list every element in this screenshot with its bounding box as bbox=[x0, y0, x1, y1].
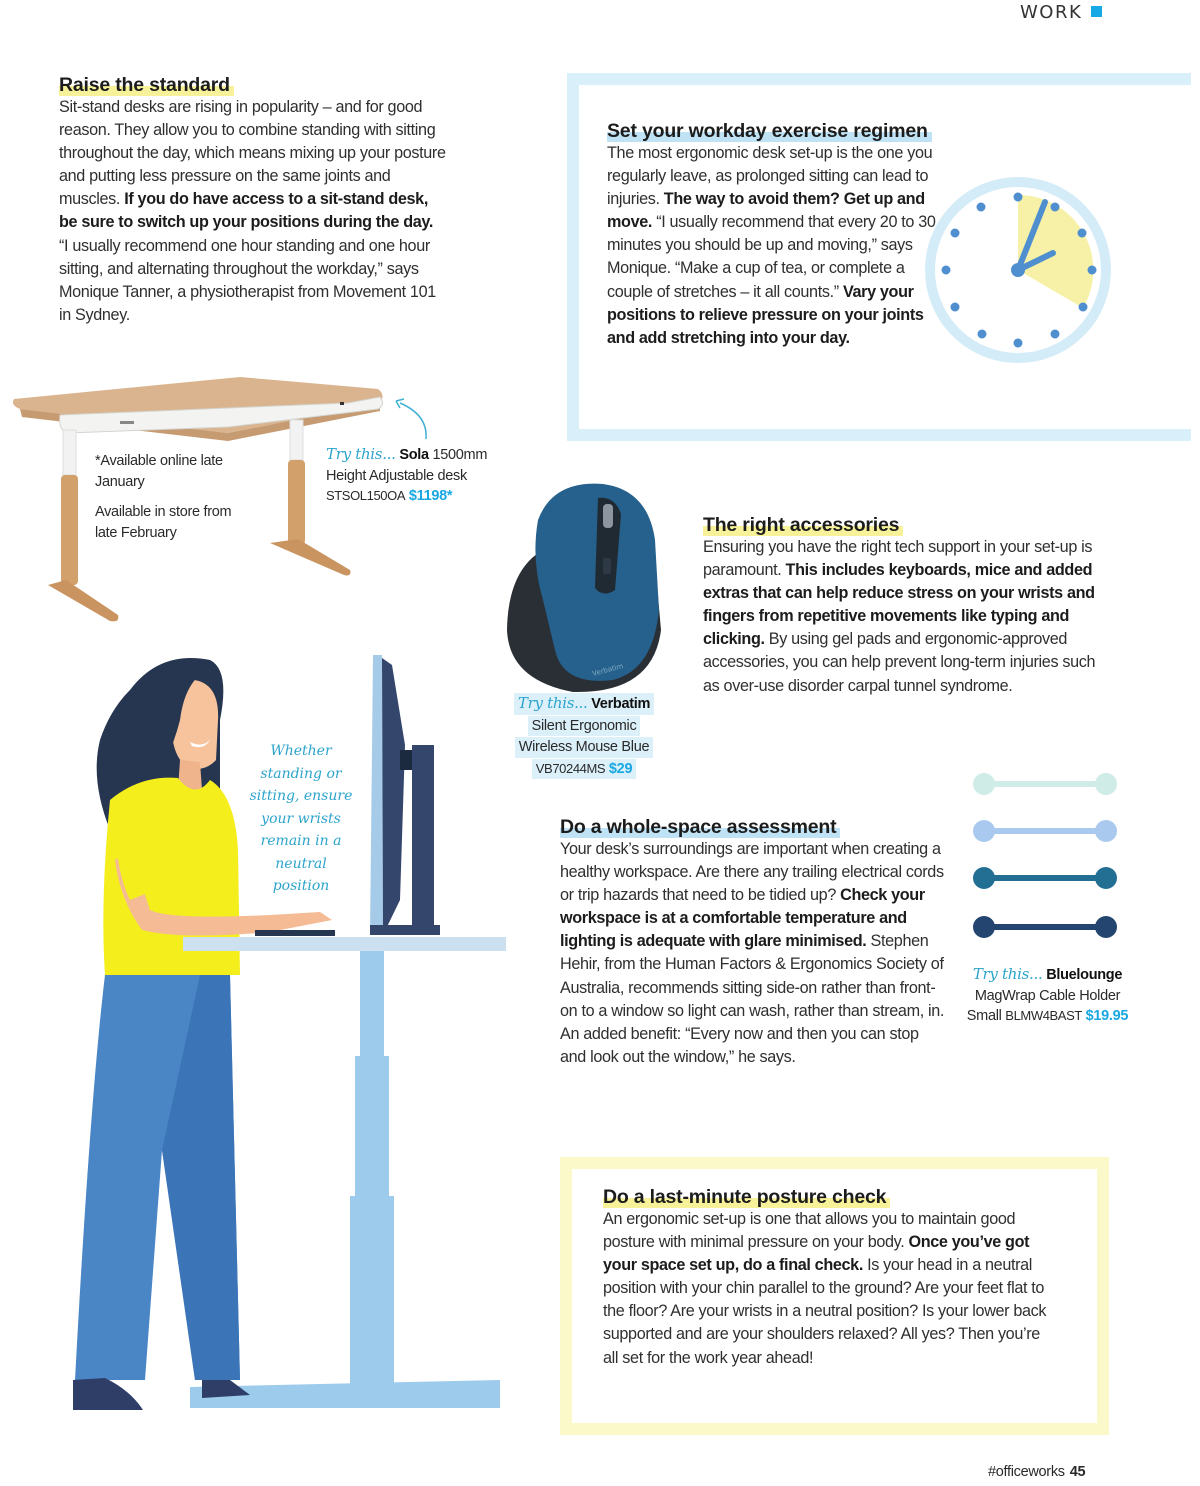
note-line: neutral position bbox=[272, 855, 330, 894]
body-text: “I usually recommend that every 20 to 30 minutes you should be up and moving,” says Monique. “Make a cup of tea, or complete a couple of stretches – it all counts.” bbox=[607, 213, 936, 301]
body-text: By using gel pads and ergonomic-approved accessories, you can help prevent long-term injuries such as over-use disorder carpal tunnel syndrome. bbox=[703, 630, 1096, 695]
try-this-label: Try this... bbox=[517, 694, 588, 712]
cable-holder-teal bbox=[973, 867, 1117, 889]
cable-holder-mint bbox=[973, 773, 1117, 795]
try-this-label: Try this... bbox=[972, 965, 1043, 983]
article-whole-space-assessment bbox=[560, 816, 945, 1069]
note-line: Whether bbox=[270, 743, 332, 759]
product-name-line3: Wireless Mouse Blue bbox=[515, 737, 654, 758]
note-line: standing or bbox=[260, 765, 342, 782]
product-brand: Verbatim bbox=[591, 696, 651, 712]
heading-raise-the-standard: Raise the standard bbox=[59, 74, 234, 96]
paragraph bbox=[607, 142, 937, 350]
article-posture-check bbox=[603, 1186, 1048, 1370]
product-code: STSOL150OA bbox=[326, 488, 406, 503]
cable-holder-navy bbox=[973, 916, 1117, 938]
paragraph bbox=[703, 536, 1103, 698]
body-text: Is your head in a neutral position with your chin parallel to the ground? Are your feet flat to the floor? Are your wrists in a neutral position? Is your lower back supported and are your shoulders relaxed? All yes? Then you’re all set for the work year ahead! bbox=[603, 1256, 1047, 1367]
body-text: Ensuring you have the right tech support in your set-up is paramount. bbox=[703, 538, 1093, 580]
cable-holder-product-image bbox=[970, 770, 1120, 940]
cable-holder-light-blue bbox=[973, 820, 1117, 842]
page-number: 45 bbox=[1069, 1464, 1086, 1480]
note-line: your wrists bbox=[261, 810, 341, 827]
heading-whole-space-assessment: Do a whole-space assessment bbox=[560, 816, 840, 838]
note-line: sitting, ensure bbox=[249, 788, 353, 804]
try-this-label: Try this... bbox=[326, 445, 396, 463]
heading-exercise-regimen: Set your workday exercise regimen bbox=[607, 120, 932, 142]
quote-paragraph: “I usually recommend one hour standing and one hour sitting, and alternating throughout the workday,” says Monique Tanner, a physiotherapist from Movement 101 in Sydney. bbox=[59, 236, 436, 324]
body-text-bold: The way to avoid them? Get up and move. bbox=[607, 190, 925, 232]
product-name: 1500mm bbox=[432, 447, 488, 463]
section-label: WORK bbox=[1020, 2, 1083, 23]
body-text: Your desk’s surroundings are important when creating a healthy workspace. Are there any trailing electrical cords or trip hazards that need to be tidied up? bbox=[560, 840, 944, 905]
product-brand: Bluelounge bbox=[1046, 967, 1123, 983]
product-price: $1198* bbox=[408, 488, 453, 504]
cable-product-caption bbox=[955, 964, 1140, 1027]
product-brand: Sola bbox=[399, 447, 429, 463]
product-name-line2: Height Adjustable desk bbox=[326, 467, 467, 484]
availability-store: Available in store from late February bbox=[95, 504, 232, 541]
body-text: The most ergonomic desk set-up is the one you regularly leave, as prolonged sitting can lead to injuries. bbox=[607, 144, 933, 209]
product-name-line2: Silent Ergonomic bbox=[528, 716, 641, 737]
svg-text:Verbatim: Verbatim bbox=[591, 662, 625, 678]
heading-posture-check: Do a last-minute posture check bbox=[603, 1186, 890, 1208]
arrow-icon bbox=[392, 395, 432, 445]
paragraph bbox=[603, 1208, 1048, 1370]
note-line: remain in a bbox=[260, 833, 342, 849]
product-price: $19.95 bbox=[1085, 1008, 1129, 1024]
article-exercise-regimen bbox=[607, 120, 967, 350]
availability-online: *Available online late January bbox=[95, 453, 223, 490]
body-text-bold: If you do have access to a sit-stand desk, be sure to switch up your positions during the day. bbox=[59, 190, 433, 232]
body-text-bold: This includes keyboards, mice and added extras that can help reduce stress on your wrists and fingers from repetitive movements like typing and clicking. bbox=[703, 561, 1095, 649]
body-text-bold: Once you’ve got your space set up, do a final check. bbox=[603, 1233, 1030, 1275]
body-text-bold: Check your workspace is at a comfortable temperature and lighting is adequate with glare minimised. bbox=[560, 886, 925, 951]
heading-right-accessories: The right accessories bbox=[703, 514, 903, 536]
body-text: An ergonomic set-up is one that allows you to maintain good posture with minimal pressure on your body. bbox=[603, 1210, 1016, 1252]
clock-icon bbox=[921, 175, 1115, 365]
product-code: BLMW4BAST bbox=[1005, 1008, 1082, 1023]
mouse-product-image bbox=[503, 480, 668, 695]
product-size: Small bbox=[966, 1008, 1002, 1024]
wrist-position-note bbox=[245, 740, 357, 898]
section-marker-icon bbox=[1091, 6, 1102, 17]
paragraph bbox=[59, 96, 447, 235]
product-code: VB70244MS bbox=[535, 760, 606, 776]
body-text: Sit-stand desks are rising in popularity – and for good reason. They allow you to combine standing with sitting throughout the day, which means mixing up your posture and putting less pressure on the same joints and muscles. bbox=[59, 98, 446, 209]
hashtag: #officeworks bbox=[988, 1464, 1065, 1480]
body-text: Stephen Hehir, from the Human Factors & Ergonomics Society of Australia, recommends sitting side-on rather than front-on to a window so light can wash, rather than stream, in. An added benefit: “Every now and then you can stop and look out the window,” he says. bbox=[560, 932, 945, 1066]
body-text-bold: Vary your positions to relieve pressure on your joints and add stretching into your day. bbox=[607, 282, 924, 347]
article-raise-the-standard bbox=[59, 74, 447, 327]
product-name-line2: MagWrap Cable Holder bbox=[974, 987, 1121, 1004]
article-right-accessories bbox=[703, 514, 1103, 698]
mouse-product-caption bbox=[508, 693, 660, 780]
paragraph bbox=[560, 838, 945, 1069]
page-footer bbox=[988, 1464, 1085, 1480]
desk-product-caption bbox=[326, 444, 516, 507]
product-price: $29 bbox=[608, 760, 633, 777]
